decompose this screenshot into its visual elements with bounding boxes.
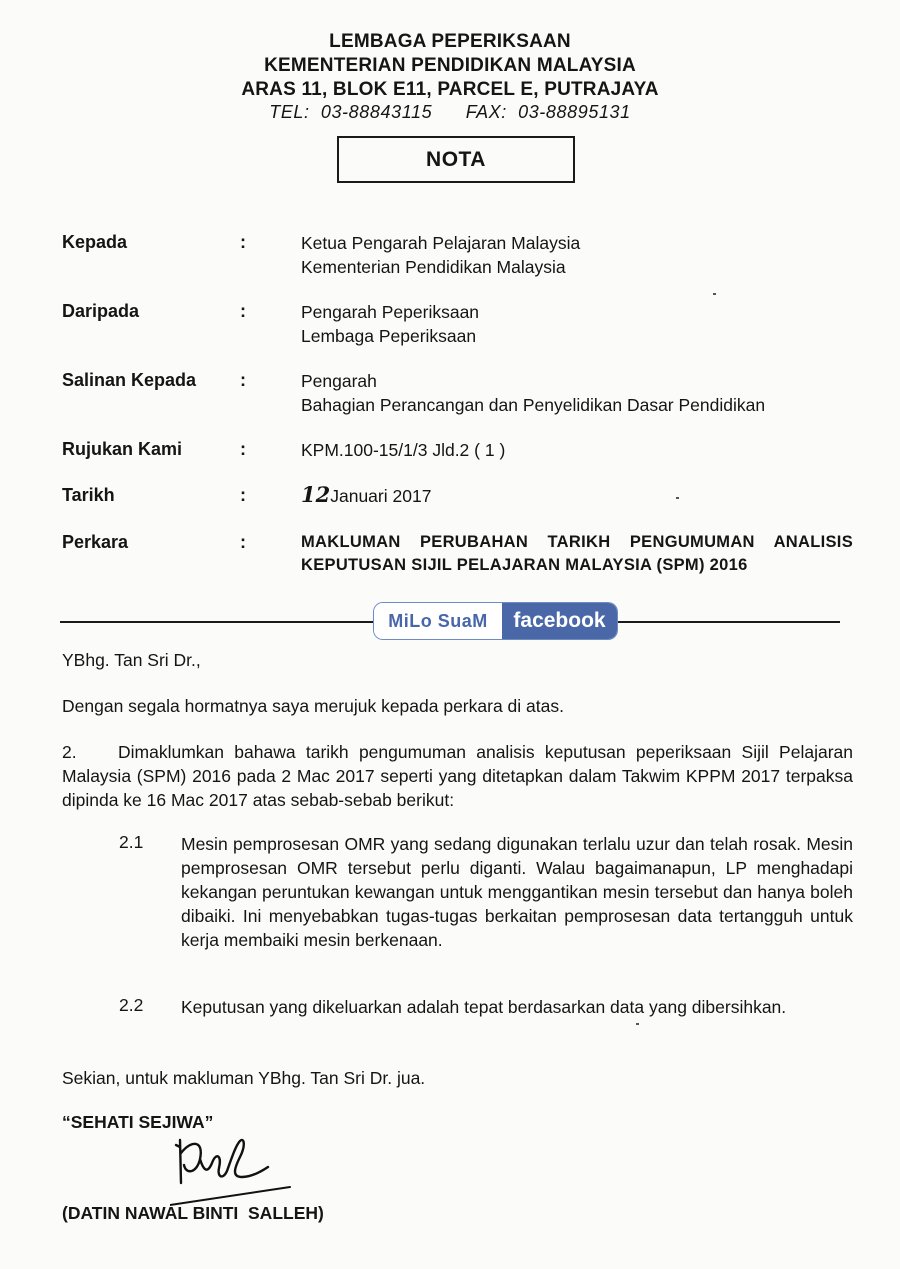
letterhead-address: ARAS 11, BLOK E11, PARCEL E, PUTRAJAYA <box>241 79 659 100</box>
handwritten-signature <box>170 1135 295 1210</box>
watermark-name: MiLo SuaM <box>374 603 502 639</box>
speck <box>676 497 679 499</box>
tarikh-day-handwritten: 12 <box>301 482 331 507</box>
daripada-value-2: Lembaga Peperiksaan <box>301 326 477 346</box>
tarikh-label: Tarikh <box>62 485 115 505</box>
colon: : <box>240 370 246 390</box>
colon: : <box>240 232 246 252</box>
letterhead-contact: TEL: 03-88843115 FAX: 03-88895131 <box>269 102 631 122</box>
salutation: YBhg. Tan Sri Dr., <box>62 650 201 670</box>
kepada-value-1: Ketua Pengarah Pelajaran Malaysia <box>301 233 581 253</box>
colon: : <box>240 532 246 552</box>
colon: : <box>240 301 246 321</box>
subparagraph-2-2-text: Keputusan yang dikeluarkan adalah tepat berdasarkan data yang dibersihkan. <box>181 997 787 1017</box>
kepada-value-2: Kementerian Pendidikan Malaysia <box>301 257 566 277</box>
speck <box>713 293 716 295</box>
colon: : <box>240 439 246 459</box>
daripada-label: Daripada <box>62 301 140 321</box>
letterhead-line-2: KEMENTERIAN PENDIDIKAN MALAYSIA <box>264 55 636 76</box>
letterhead-line-1: LEMBAGA PEPERIKSAAN <box>329 31 571 52</box>
colon: : <box>240 485 246 505</box>
rujukan-value: KPM.100-15/1/3 Jld.2 ( 1 ) <box>301 440 506 460</box>
signatory-name: (DATIN NAWAL BINTI SALLEH) <box>62 1203 324 1223</box>
tarikh-value <box>301 483 431 508</box>
salinan-value-2: Bahagian Perancangan dan Penyelidikan Dasar Pendidikan <box>301 395 766 415</box>
paragraph-2-text: Dimaklumkan bahawa tarikh pengumuman analisis keputusan peperiksaan Sijil Pelajaran Malaysia (SPM) 2016 pada 2 Mac 2017 seperti yang ditetapkan dalam Takwim KPPM 2017 terpaksa dipinda ke 16 Mac 2017 atas sebab-sebab berikut: <box>62 742 853 810</box>
tarikh-month-year: Januari 2017 <box>330 486 432 506</box>
intro-paragraph: Dengan segala hormatnya saya merujuk kepada perkara di atas. <box>62 696 564 716</box>
speck <box>636 1023 639 1025</box>
facebook-watermark <box>374 603 617 639</box>
kepada-label: Kepada <box>62 232 128 252</box>
doc-type-title: NOTA <box>426 147 486 171</box>
rujukan-label: Rujukan Kami <box>62 439 183 459</box>
subparagraph-2-2-number: 2.2 <box>119 995 144 1015</box>
closing-line: Sekian, untuk makluman YBhg. Tan Sri Dr. jua. <box>62 1068 426 1088</box>
watermark-facebook: facebook <box>502 603 617 639</box>
subparagraph-2-1-number: 2.1 <box>119 832 144 852</box>
paragraph-2 <box>62 740 853 812</box>
perkara-label: Perkara <box>62 532 129 552</box>
salinan-label: Salinan Kepada <box>62 370 197 390</box>
subparagraph-2-1-text: Mesin pemprosesan OMR yang sedang digunakan terlalu uzur dan telah rosak. Mesin pemprosesan OMR tersebut perlu diganti. Walau bagaimanapun, LP menghadapi kekangan peruntukan kewangan untuk menggantikan mesin tersebut dan hanya boleh dibaiki. Ini menyebabkan tugas-tugas berkaitan pemprosesan data tertangguh untuk kerja membaiki mesin berkenaan. <box>181 834 853 950</box>
salinan-value-1: Pengarah <box>301 371 377 391</box>
nota-title-box <box>337 136 575 183</box>
paragraph-2-number: 2. <box>62 742 77 762</box>
perkara-value: MAKLUMAN PERUBAHAN TARIKH PENGUMUMAN ANALISIS KEPUTUSAN SIJIL PELAJARAN MALAYSIA (SPM) 2016 <box>301 533 853 574</box>
daripada-value-1: Pengarah Peperiksaan <box>301 302 480 322</box>
motto: “SEHATI SEJIWA” <box>62 1112 214 1132</box>
